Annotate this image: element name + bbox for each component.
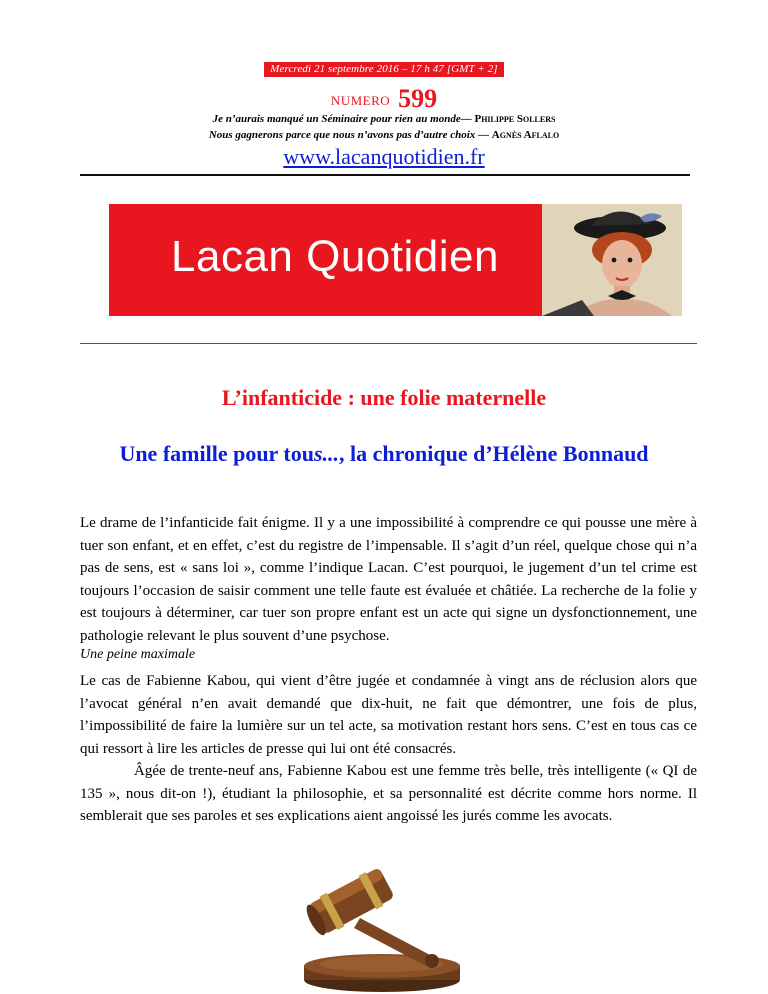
gavel-illustration-icon	[282, 862, 482, 994]
article-title: L’infanticide : une folie maternelle	[221, 385, 547, 410]
banner-divider	[80, 343, 697, 344]
header-divider	[80, 174, 690, 176]
quote-aflalo-text: Nous gagnerons parce que nous n’avons pas d’autre choix —	[208, 129, 490, 141]
date-line	[0, 59, 768, 77]
quote-sollers	[0, 113, 768, 125]
subtitle-part-1: Une famille pour tou	[119, 441, 314, 466]
site-url-link[interactable]: www.lacanquotidien.fr	[283, 144, 485, 169]
masthead-title: Lacan Quotidien	[171, 232, 499, 281]
subtitle-part-2: s...	[313, 441, 340, 466]
issue-number-label: NUMERO	[330, 93, 391, 108]
masthead-banner	[109, 204, 682, 316]
issue-number	[0, 84, 768, 114]
paragraph-intro: Le drame de l’infanticide fait énigme. Il y a une impossibilité à comprendre ce qui pousse une mère à tuer son enfant, et en effet, c’est du registre de l’impensable. Il s’agit d’un réel, quelque chose qui n’a pas de sens, est « sans loi », comme l’indique Lacan. C’est pourquoi, le jugement d’un tel crime est toujours l’occasion de saisir comment une telle faute est évaluée et châtiée. La recherche de la folie y est toujours à déterminer, car tuer son propre enfant est un acte qui signe un dysfonctionnement, une pathologie relevant le plus souvent d’une psychose.	[80, 515, 697, 644]
paragraph-case: Le cas de Fabienne Kabou, qui vient d’être jugée et condamnée à vingt ans de réclusion alors que l’avocat général n’en avait demandé que dix-huit, ne fait que démontrer, une fois de plus, l’impossibilité de faire la lumière sur un tel acte, sa motivation restant hors sens. C’est en tous cas ce qui ressort à lire les articles de presse qui lui ont été consacrés.	[80, 673, 697, 757]
quote-aflalo-author: Agnès Aflalo	[491, 129, 560, 141]
portrait-illustration-icon	[542, 204, 682, 316]
quote-sollers-author: Philippe Sollers	[474, 113, 556, 125]
subtitle-part-3: , la chronique d’Hélène Bonnaud	[339, 441, 649, 466]
section-subhead: Une peine maximale	[80, 647, 196, 662]
date-banner: Mercredi 21 septembre 2016 – 17 h 47 [GMT + 2]	[264, 62, 504, 77]
quote-sollers-text: Je n’aurais manqué un Séminaire pour rien au monde—	[212, 113, 472, 125]
article-subtitle	[0, 441, 768, 467]
issue-number-value: 599	[398, 84, 438, 113]
quote-aflalo	[0, 129, 768, 141]
paragraph-profile: Âgée de trente-neuf ans, Fabienne Kabou est une femme très belle, très intelligente (« QI de 135 », nous dit-on !), étudiant la philosophie, et sa personnalité est décrite comme hors norme. Il semblerait que ses paroles et ses explications aient angoissé les jurés comme les avocats.	[80, 763, 697, 824]
